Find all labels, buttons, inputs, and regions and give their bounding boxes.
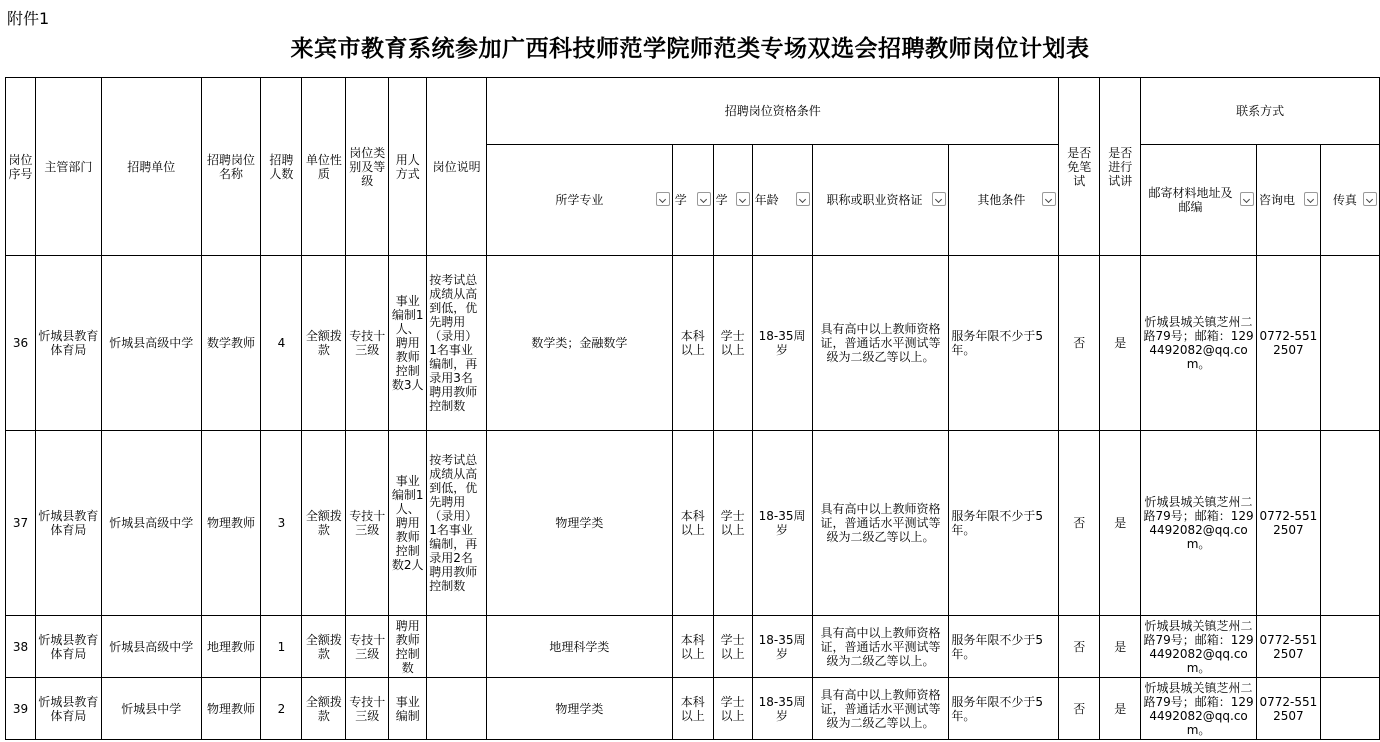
cell-level: 专技十三级: [346, 256, 389, 431]
header-dept: 主管部门: [35, 78, 101, 256]
cell-lecture: 是: [1100, 616, 1141, 678]
header-desc: 岗位说明: [427, 78, 487, 256]
cell-exempt: 否: [1059, 256, 1100, 431]
header-mail: 邮寄材料地址及邮编: [1141, 145, 1257, 256]
cell-degree: 学士以上: [713, 431, 752, 616]
cell-post: 物理教师: [201, 431, 261, 616]
cell-age: 18-35周岁: [752, 678, 812, 740]
cell-post: 物理教师: [201, 678, 261, 740]
cell-post: 数学教师: [201, 256, 261, 431]
cell-edu: 本科以上: [672, 616, 713, 678]
header-contact: 联系方式: [1141, 78, 1380, 145]
cell-fax: [1320, 616, 1379, 678]
filter-dropdown-icon[interactable]: [1240, 192, 1254, 206]
cell-edu: 本科以上: [672, 256, 713, 431]
cell-mail: 忻城县城关镇芝州二路79号；邮箱：1294492082@qq.com。: [1141, 431, 1257, 616]
table-row: [6, 616, 1380, 678]
filter-dropdown-icon[interactable]: [1042, 192, 1056, 206]
filter-dropdown-icon[interactable]: [697, 192, 711, 206]
cell-degree: 学士以上: [713, 678, 752, 740]
cell-num: 2: [261, 678, 302, 740]
cell-lecture: 是: [1100, 256, 1141, 431]
filter-dropdown-icon[interactable]: [656, 192, 670, 206]
header-seq: 岗位序号: [6, 78, 36, 256]
cell-phone: 0772-5512507: [1256, 256, 1320, 431]
header-phone: 咨询电: [1256, 145, 1320, 256]
cell-dept: 忻城县教育体育局: [35, 616, 101, 678]
cell-age: 18-35周岁: [752, 616, 812, 678]
table-row: [6, 431, 1380, 616]
cell-desc: [427, 678, 487, 740]
cell-fax: [1320, 678, 1379, 740]
attachment-label: 附件1: [7, 9, 50, 28]
cell-major: 物理学类: [487, 431, 673, 616]
cell-cert: 具有高中以上教师资格证，普通话水平测试等级为二级乙等以上。: [812, 616, 949, 678]
cell-exempt: 否: [1059, 616, 1100, 678]
header-other: 其他条件: [949, 145, 1059, 256]
cell-other: 服务年限不少于5年。: [949, 678, 1059, 740]
cell-seq: 38: [6, 616, 36, 678]
header-post: 招聘岗位名称: [201, 78, 261, 256]
filter-dropdown-icon[interactable]: [1304, 192, 1318, 206]
cell-unit: 忻城县中学: [101, 678, 201, 740]
cell-method: 事业编制: [389, 678, 427, 740]
cell-unit: 忻城县高级中学: [101, 256, 201, 431]
cell-post: 地理教师: [201, 616, 261, 678]
cell-edu: 本科以上: [672, 431, 713, 616]
cell-major: 物理学类: [487, 678, 673, 740]
cell-major: 地理科学类: [487, 616, 673, 678]
cell-seq: 37: [6, 431, 36, 616]
cell-seq: 39: [6, 678, 36, 740]
cell-level: 专技十三级: [346, 678, 389, 740]
cell-desc: 按考试总成绩从高到低，优先聘用（录用）1名事业编制，再录用3名聘用教师控制数: [427, 256, 487, 431]
cell-phone: 0772-5512507: [1256, 616, 1320, 678]
cell-nature: 全额拨款: [302, 256, 346, 431]
header-method: 用人方式: [389, 78, 427, 256]
cell-degree: 学士以上: [713, 256, 752, 431]
header-degree: 学: [713, 145, 752, 256]
cell-unit: 忻城县高级中学: [101, 616, 201, 678]
cell-desc: 按考试总成绩从高到低，优先聘用（录用）1名事业编制，再录用2名聘用教师控制数: [427, 431, 487, 616]
cell-cert: 具有高中以上教师资格证，普通话水平测试等级为二级乙等以上。: [812, 678, 949, 740]
cell-nature: 全额拨款: [302, 431, 346, 616]
filter-dropdown-icon[interactable]: [1363, 192, 1377, 206]
cell-mail: 忻城县城关镇芝州二路79号；邮箱：1294492082@qq.com。: [1141, 616, 1257, 678]
cell-fax: [1320, 256, 1379, 431]
cell-dept: 忻城县教育体育局: [35, 431, 101, 616]
header-unit: 招聘单位: [101, 78, 201, 256]
recruitment-table: [5, 77, 1380, 740]
cell-level: 专技十三级: [346, 431, 389, 616]
cell-num: 3: [261, 431, 302, 616]
cell-exempt: 否: [1059, 431, 1100, 616]
cell-mail: 忻城县城关镇芝州二路79号；邮箱：1294492082@qq.com。: [1141, 678, 1257, 740]
cell-age: 18-35周岁: [752, 256, 812, 431]
cell-other: 服务年限不少于5年。: [949, 256, 1059, 431]
header-exempt: 是否免笔试: [1059, 78, 1100, 256]
cell-cert: 具有高中以上教师资格证，普通话水平测试等级为二级乙等以上。: [812, 431, 949, 616]
cell-degree: 学士以上: [713, 616, 752, 678]
header-age: 年龄: [752, 145, 812, 256]
cell-num: 4: [261, 256, 302, 431]
cell-edu: 本科以上: [672, 678, 713, 740]
header-nature: 单位性质: [302, 78, 346, 256]
cell-lecture: 是: [1100, 431, 1141, 616]
cell-mail: 忻城县城关镇芝州二路79号；邮箱：1294492082@qq.com。: [1141, 256, 1257, 431]
header-level: 岗位类别及等级: [346, 78, 389, 256]
cell-num: 1: [261, 616, 302, 678]
cell-fax: [1320, 431, 1379, 616]
header-lecture: 是否进行试讲: [1100, 78, 1141, 256]
cell-nature: 全额拨款: [302, 616, 346, 678]
cell-level: 专技十三级: [346, 616, 389, 678]
filter-dropdown-icon[interactable]: [932, 192, 946, 206]
cell-dept: 忻城县教育体育局: [35, 256, 101, 431]
cell-other: 服务年限不少于5年。: [949, 431, 1059, 616]
header-num: 招聘人数: [261, 78, 302, 256]
header-qualify: 招聘岗位资格条件: [487, 78, 1059, 145]
page-title: 来宾市教育系统参加广西科技师范学院师范类专场双选会招聘教师岗位计划表: [290, 36, 1090, 62]
cell-nature: 全额拨款: [302, 678, 346, 740]
cell-cert: 具有高中以上教师资格证，普通话水平测试等级为二级乙等以上。: [812, 256, 949, 431]
cell-age: 18-35周岁: [752, 431, 812, 616]
header-major: 所学专业: [487, 145, 673, 256]
header-title-cert: 职称或职业资格证: [812, 145, 949, 256]
cell-dept: 忻城县教育体育局: [35, 678, 101, 740]
table-row: [6, 678, 1380, 740]
cell-exempt: 否: [1059, 678, 1100, 740]
filter-dropdown-icon[interactable]: [796, 192, 810, 206]
header-fax: 传真: [1320, 145, 1379, 256]
header-edu: 学: [672, 145, 713, 256]
cell-desc: [427, 616, 487, 678]
cell-phone: 0772-5512507: [1256, 678, 1320, 740]
filter-dropdown-icon[interactable]: [736, 192, 750, 206]
cell-method: 事业编制1人、聘用教师控制数2人: [389, 431, 427, 616]
cell-seq: 36: [6, 256, 36, 431]
cell-method: 事业编制1人、聘用教师控制数3人: [389, 256, 427, 431]
cell-lecture: 是: [1100, 678, 1141, 740]
table-row: [6, 256, 1380, 431]
cell-other: 服务年限不少于5年。: [949, 616, 1059, 678]
cell-major: 数学类；金融数学: [487, 256, 673, 431]
cell-method: 聘用教师控制数: [389, 616, 427, 678]
cell-phone: 0772-5512507: [1256, 431, 1320, 616]
cell-unit: 忻城县高级中学: [101, 431, 201, 616]
